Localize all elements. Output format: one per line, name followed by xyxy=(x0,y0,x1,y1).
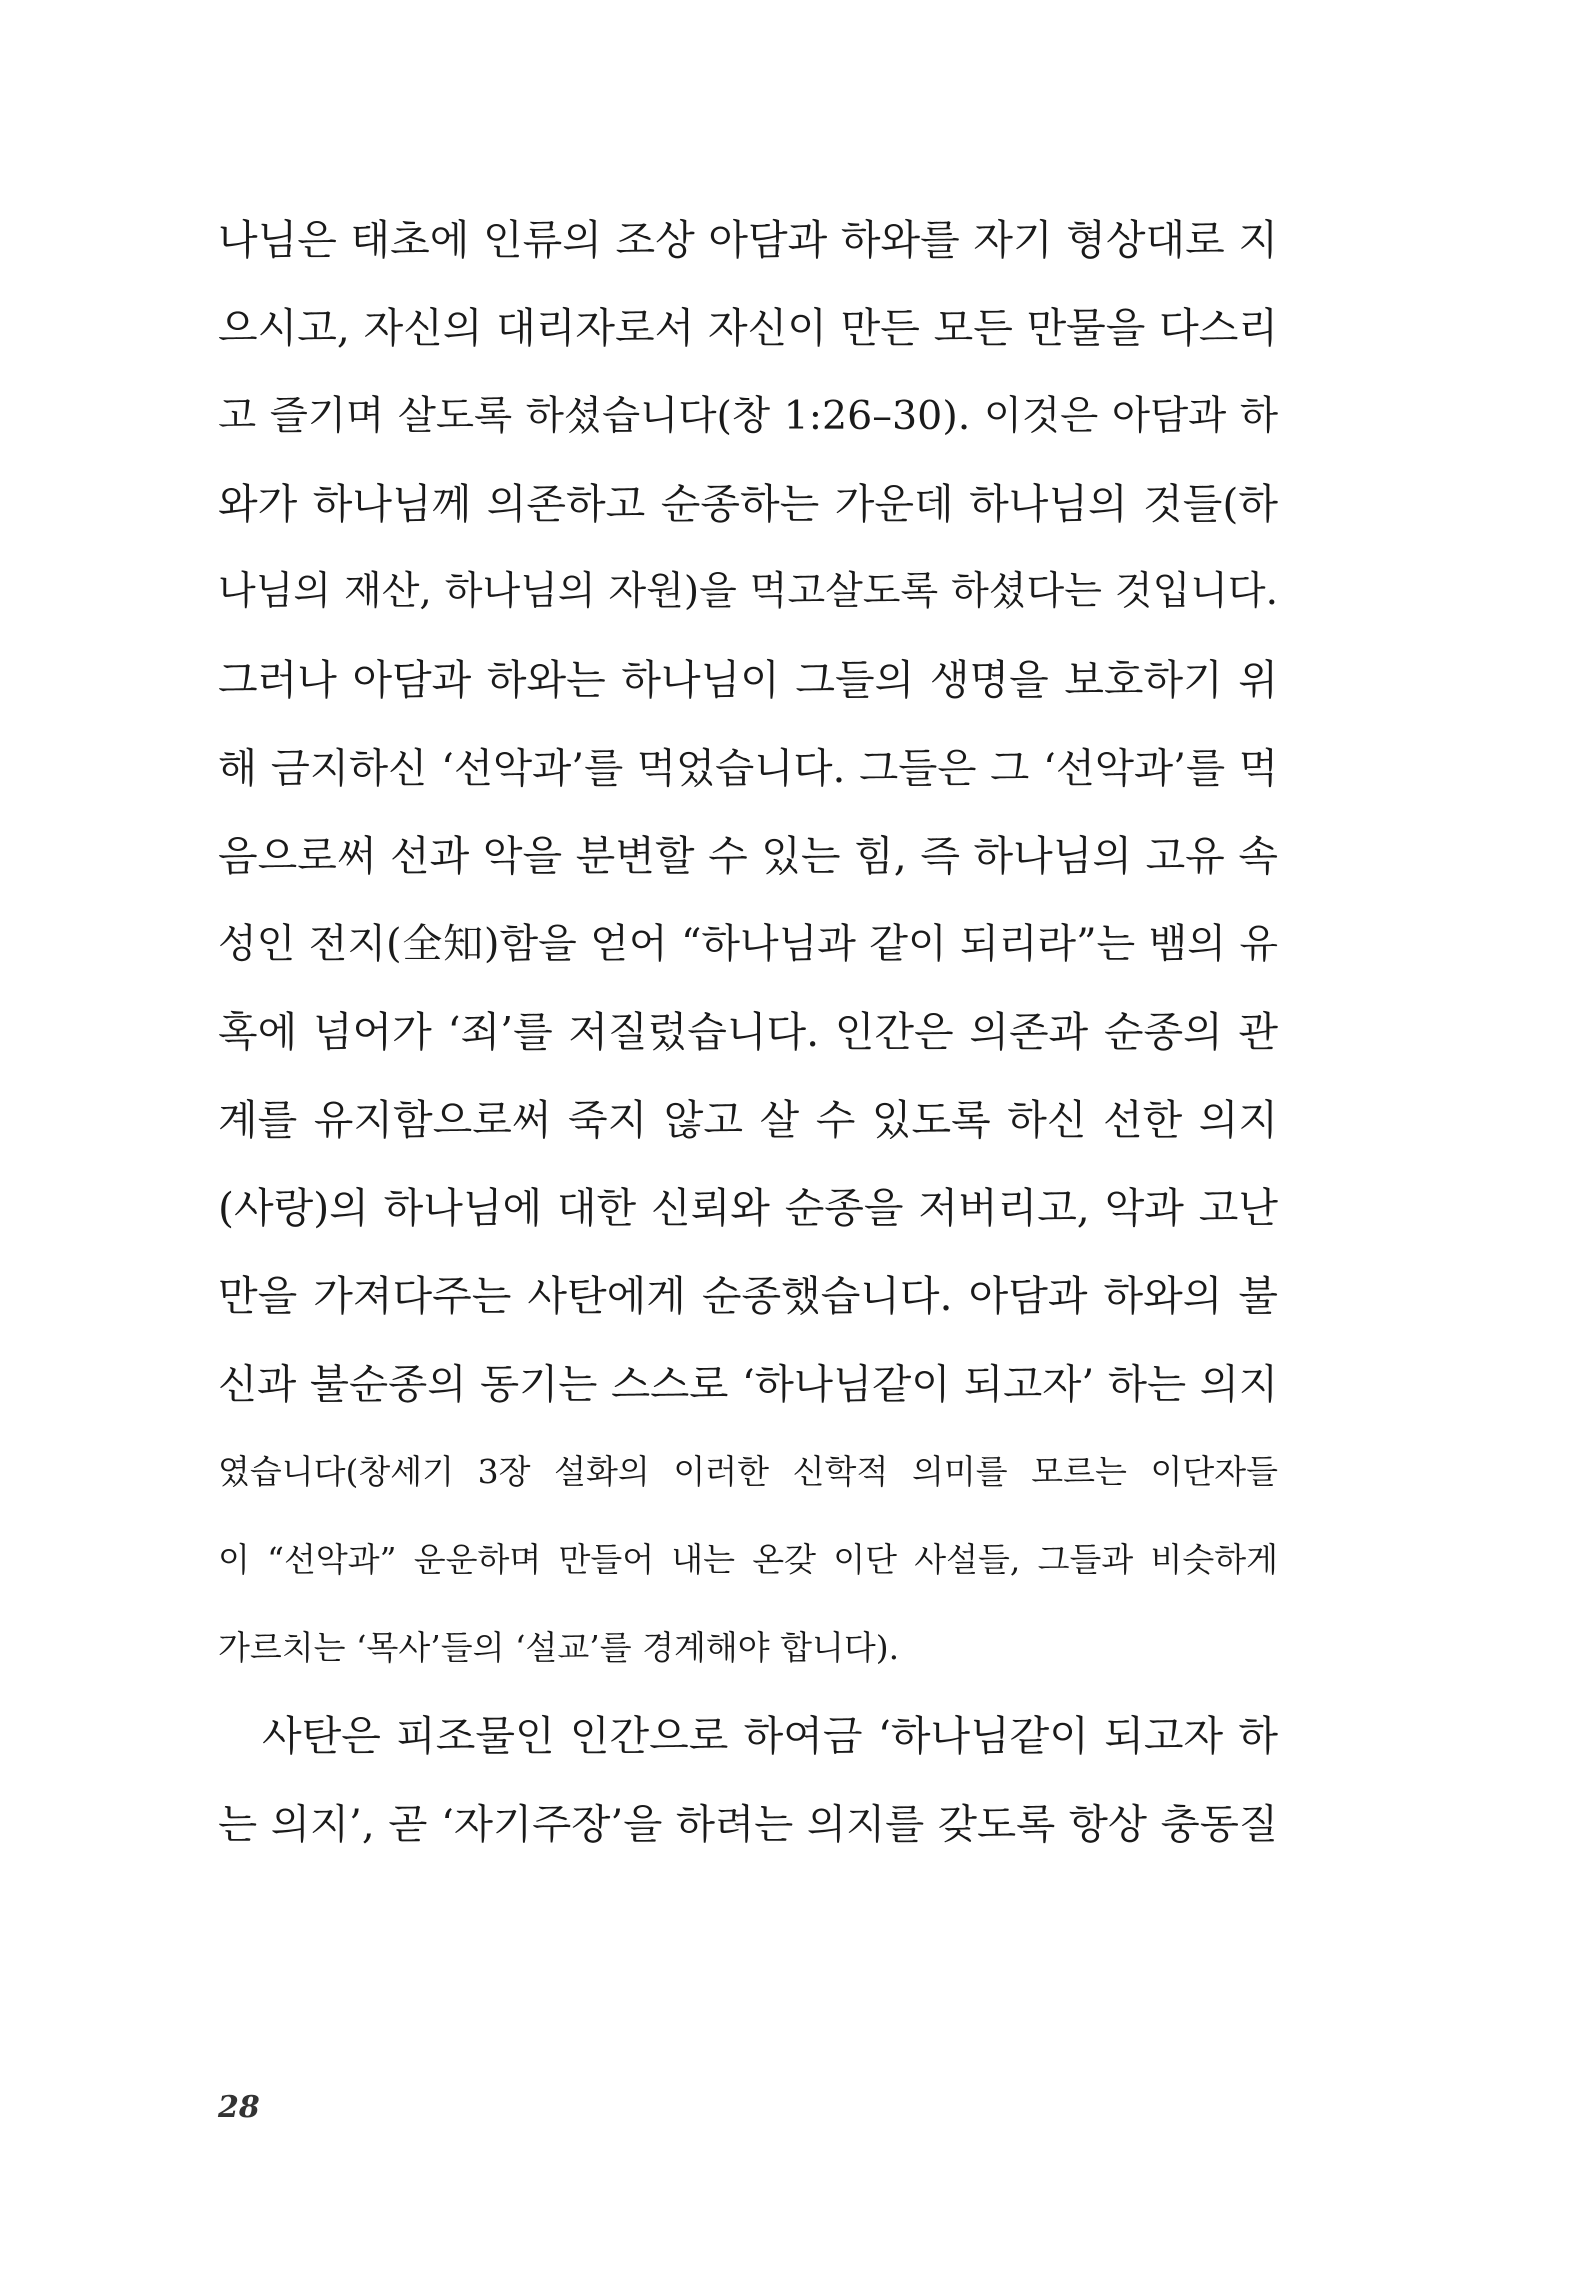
text-line: 계를 유지함으로써 죽지 않고 살 수 있도록 하신 선한 의지 xyxy=(218,1096,1278,1144)
text-line: 성인 전지(全知)함을 얻어 “하나님과 같이 되리라”는 뱀의 유 xyxy=(218,921,1278,967)
text-line: 고 즐기며 살도록 하셨습니다(창 1:26–30). 이것은 아담과 하 xyxy=(218,393,1278,439)
text-line: 음으로써 선과 악을 분변할 수 있는 힘, 즉 하나님의 고유 속 xyxy=(218,832,1278,880)
text-line: 해 금지하신 ‘선악과’를 먹었습니다. 그들은 그 ‘선악과’를 먹 xyxy=(218,744,1278,792)
text-line: 신과 불순종의 동기는 스스로 ‘하나님같이 되고자’ 하는 의지 xyxy=(218,1360,1278,1408)
page-number: 28 xyxy=(218,2090,260,2125)
text-line: (사랑)의 하나님에 대한 신뢰와 순종을 저버리고, 악과 고난 xyxy=(218,1184,1278,1232)
text-line: 가르치는 ‘목사’들의 ‘설교’를 경계해야 합니다). xyxy=(218,1628,900,1667)
text-line: 혹에 넘어가 ‘죄’를 저질렀습니다. 인간은 의존과 순종의 관 xyxy=(218,1008,1278,1056)
text-line: 사탄은 피조물인 인간으로 하여금 ‘하나님같이 되고자 하 xyxy=(262,1712,1278,1760)
text-line: 그러나 아담과 하와는 하나님이 그들의 생명을 보호하기 위 xyxy=(218,656,1278,704)
text-line: 으시고, 자신의 대리자로서 자신이 만든 모든 만물을 다스리 xyxy=(218,304,1278,352)
text-line: 와가 하나님께 의존하고 순종하는 가운데 하나님의 것들(하 xyxy=(218,480,1278,528)
text-line: 나님은 태초에 인류의 조상 아담과 하와를 자기 형상대로 지 xyxy=(218,216,1278,264)
text-line: 이 “선악과” 운운하며 만들어 내는 온갖 이단 사설들, 그들과 비슷하게 xyxy=(218,1540,1278,1579)
text-line: 만을 가져다주는 사탄에게 순종했습니다. 아담과 하와의 불 xyxy=(218,1272,1278,1320)
text-line: 는 의지’, 곧 ‘자기주장’을 하려는 의지를 갖도록 항상 충동질 xyxy=(218,1800,1278,1848)
text-line: 였습니다(창세기 3장 설화의 이러한 신학적 의미를 모르는 이단자들 xyxy=(218,1452,1278,1491)
text-line: 나님의 재산, 하나님의 자원)을 먹고살도록 하셨다는 것입니다. xyxy=(218,569,1278,614)
